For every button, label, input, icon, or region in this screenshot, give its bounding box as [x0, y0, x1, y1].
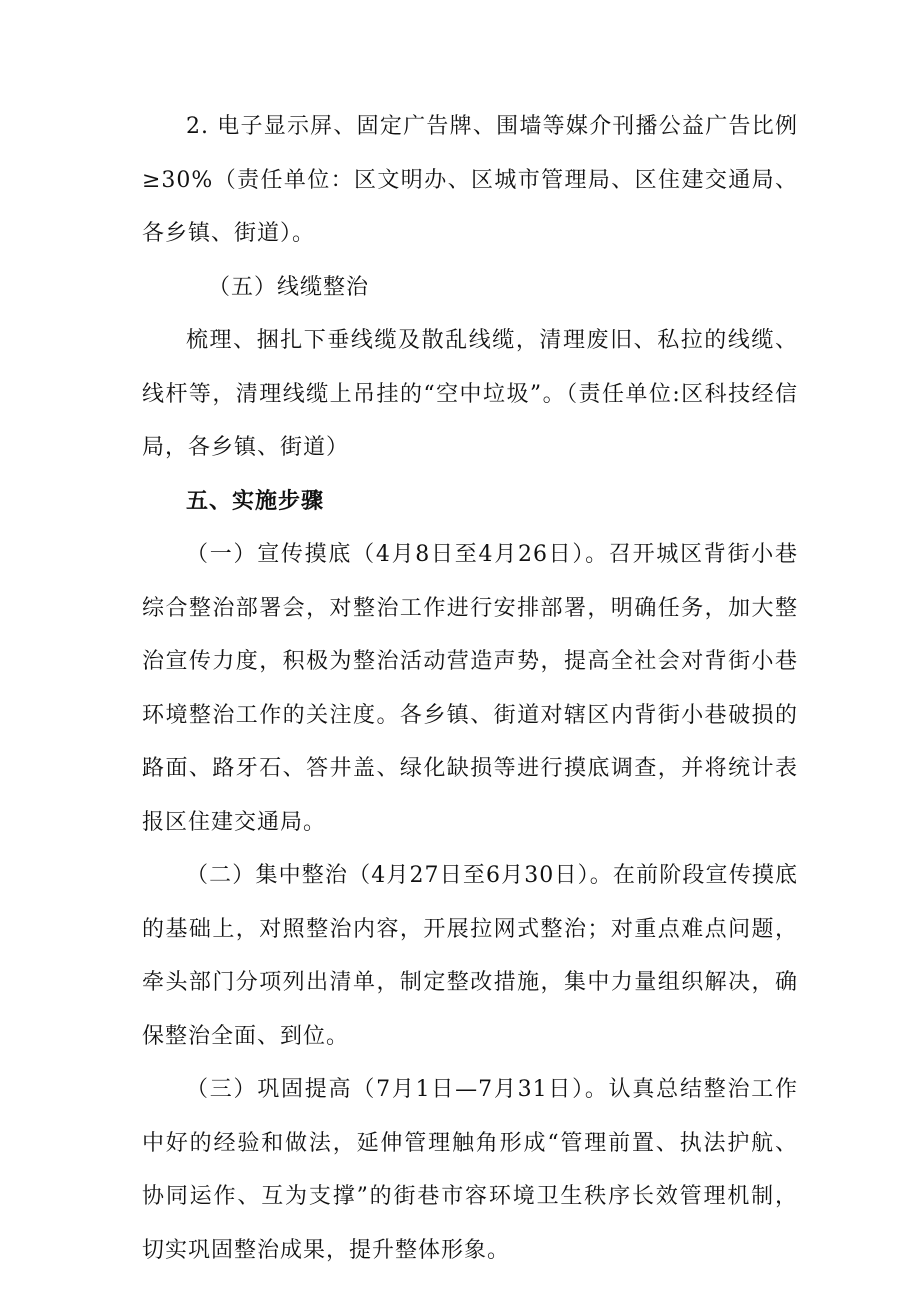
- paragraph-step-concentrated-rectification: （二）集中整治（4月27日至6月30日）。在前阶段宣传摸底的基础上，对照整治内容，开展拉网式整治；对重点难点问题，牵头部门分项列出清单，制定整改措施，集中力量组织解决，确保整治全面、到位。: [142, 863, 798, 1049]
- paragraph-step-consolidation: （三）巩固提高（7月1日—7月31日）。认真总结整治工作中好的经验和做法，延伸管理触角形成“管理前置、执法护航、协同运作、互为支撑”的街巷市容环境卫生秩序长效管理机制，切实巩固整治成果，提升整体形象。: [142, 1077, 798, 1263]
- paragraph-public-ads: 2. 电子显示屏、固定广告牌、围墙等媒介刊播公益广告比例≥30%（责任单位：区文明办、区城市管理局、区住建交通局、各乡镇、街道）。: [142, 114, 798, 246]
- subheading-cable-rectification: （五）线缆整治: [208, 274, 370, 300]
- paragraph-step-publicity-survey: （一）宣传摸底（4月8日至4月26日）。召开城区背街小巷综合整治部署会，对整治工作进行安排部署，明确任务，加大整治宣传力度，积极为整治活动营造声势，提高全社会对背街小巷环境整治工作的关注度。各乡镇、街道对辖区内背街小巷破损的路面、路牙石、答井盖、绿化缺损等进行摸底调查，并将统计表报区住建交通局。: [142, 542, 798, 835]
- document-body: [142, 100, 798, 1277]
- section-heading-implementation-steps: 五、实施步骤: [186, 488, 325, 514]
- paragraph-cable-rectification: 梳理、捆扎下垂线缆及散乱线缆，清理废旧、私拉的线缆、线杆等，清理线缆上吊挂的“空中垃圾”。（责任单位:区科技经信局，各乡镇、街道）: [142, 328, 798, 460]
